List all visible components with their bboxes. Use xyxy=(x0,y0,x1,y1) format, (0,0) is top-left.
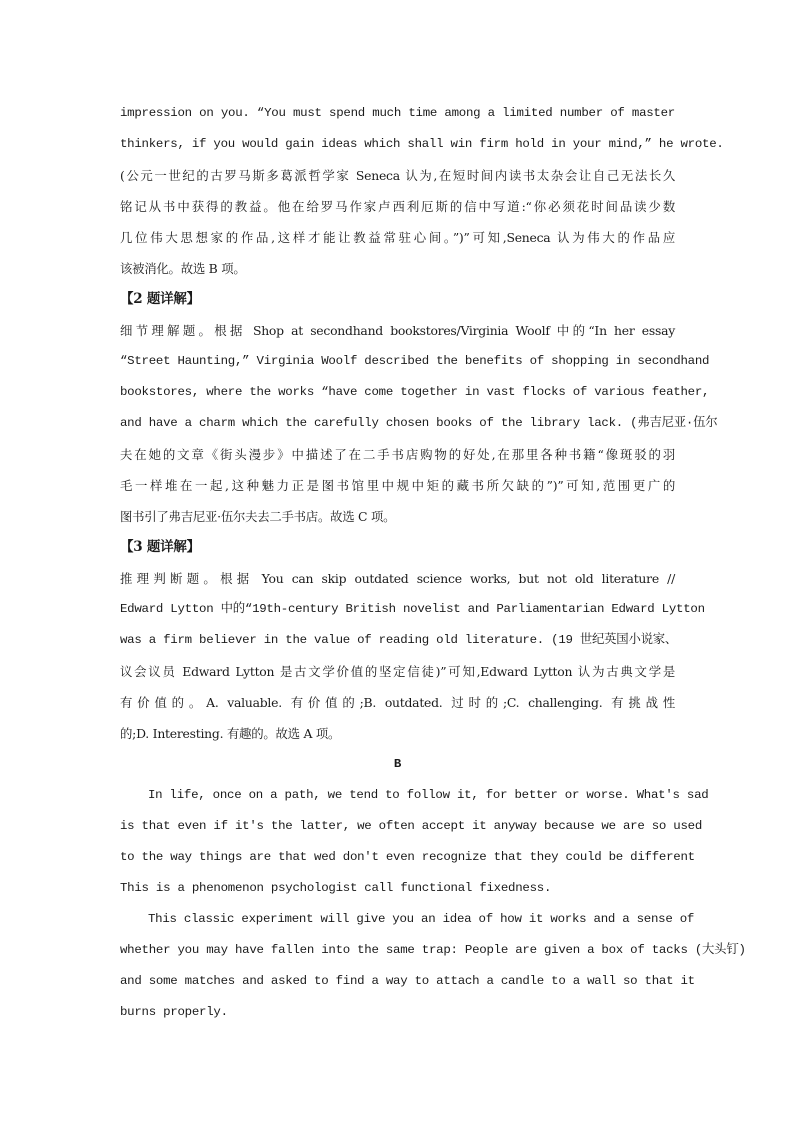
section-heading: 【2 题详解】 xyxy=(120,291,200,307)
text-line: to the way things are that wed don't even recognize that they could be different xyxy=(120,850,695,864)
text-line: and some matches and asked to find a way to attach a candle to a wall so that it xyxy=(120,974,695,988)
passage-heading: B xyxy=(393,757,402,771)
text-line: and have a charm which the carefully chosen books of the library lack. (弗吉尼亚·伍尔 xyxy=(120,416,718,430)
section-heading: 【3 题详解】 xyxy=(120,539,200,555)
text-line: was a firm believer in the value of reading old literature. (19 世纪英国小说家、 xyxy=(120,633,678,647)
text-line: is that even if it's the latter, we often accept it anyway because we are so used xyxy=(120,819,703,833)
text-line: This is a phenomenon psychologist call functional fixedness. xyxy=(120,881,552,895)
text-line: bookstores, where the works “have come together in vast flocks of various feather, xyxy=(120,385,710,399)
text-line: 的;D. Interesting. 有趣的。故选 A 项。 xyxy=(120,726,341,741)
text-line: 毛一样堆在一起,这种魅力正是图书馆里中规中矩的藏书所欠缺的”)”可知,范围更广的 xyxy=(120,478,675,493)
text-line: impression on you. “You must spend much time among a limited number of master xyxy=(120,106,675,120)
text-line: 推理判断题。根据 You can skip outdated science works, but not old literature // xyxy=(120,571,675,586)
text-line: whether you may have fallen into the same trap: People are given a box of tacks (大头钉) xyxy=(120,943,746,957)
text-line: thinkers, if you would gain ideas which shall win firm hold in your mind,” he wrote. xyxy=(120,137,724,151)
text-line: Edward Lytton 中的“19th-century British novelist and Parliamentarian Edward Lytton xyxy=(120,602,705,616)
text-line: 有价值的。A. valuable. 有价值的;B. outdated. 过时的;C. challenging. 有挑战性 xyxy=(120,695,675,710)
text-line: “Street Haunting,” Virginia Woolf described the benefits of shopping in secondhand xyxy=(120,354,710,368)
document-page xyxy=(120,98,746,1028)
text-line: 几位伟大思想家的作品,这样才能让教益常驻心间。”)”可知,Seneca 认为伟大的作品应 xyxy=(120,230,675,245)
text-line: 铭记从书中获得的教益。他在给罗马作家卢西利厄斯的信中写道:“你必须花时间品读少数 xyxy=(120,199,675,214)
text-line: This classic experiment will give you an idea of how it works and a sense of xyxy=(148,912,695,926)
text-line: 该被消化。故选 B 项。 xyxy=(120,261,246,276)
text-line: In life, once on a path, we tend to follow it, for better or worse. What's sad xyxy=(148,788,709,802)
text-line: 议会议员 Edward Lytton 是古文学价值的坚定信徒)”可知,Edward Lytton 认为古典文学是 xyxy=(120,664,675,679)
text-line: burns properly. xyxy=(120,1005,228,1019)
text-line: 夫在她的文章《街头漫步》中描述了在二手书店购物的好处,在那里各种书籍“像斑驳的羽 xyxy=(120,447,675,462)
text-line: 细节理解题。根据 Shop at secondhand bookstores/Virginia Woolf 中的“In her essay xyxy=(120,323,675,338)
text-line: (公元一世纪的古罗马斯多葛派哲学家 Seneca 认为,在短时间内读书太杂会让自己无法长久 xyxy=(120,168,675,183)
text-line: 图书引了弗吉尼亚·伍尔夫去二手书店。故选 C 项。 xyxy=(120,509,396,524)
